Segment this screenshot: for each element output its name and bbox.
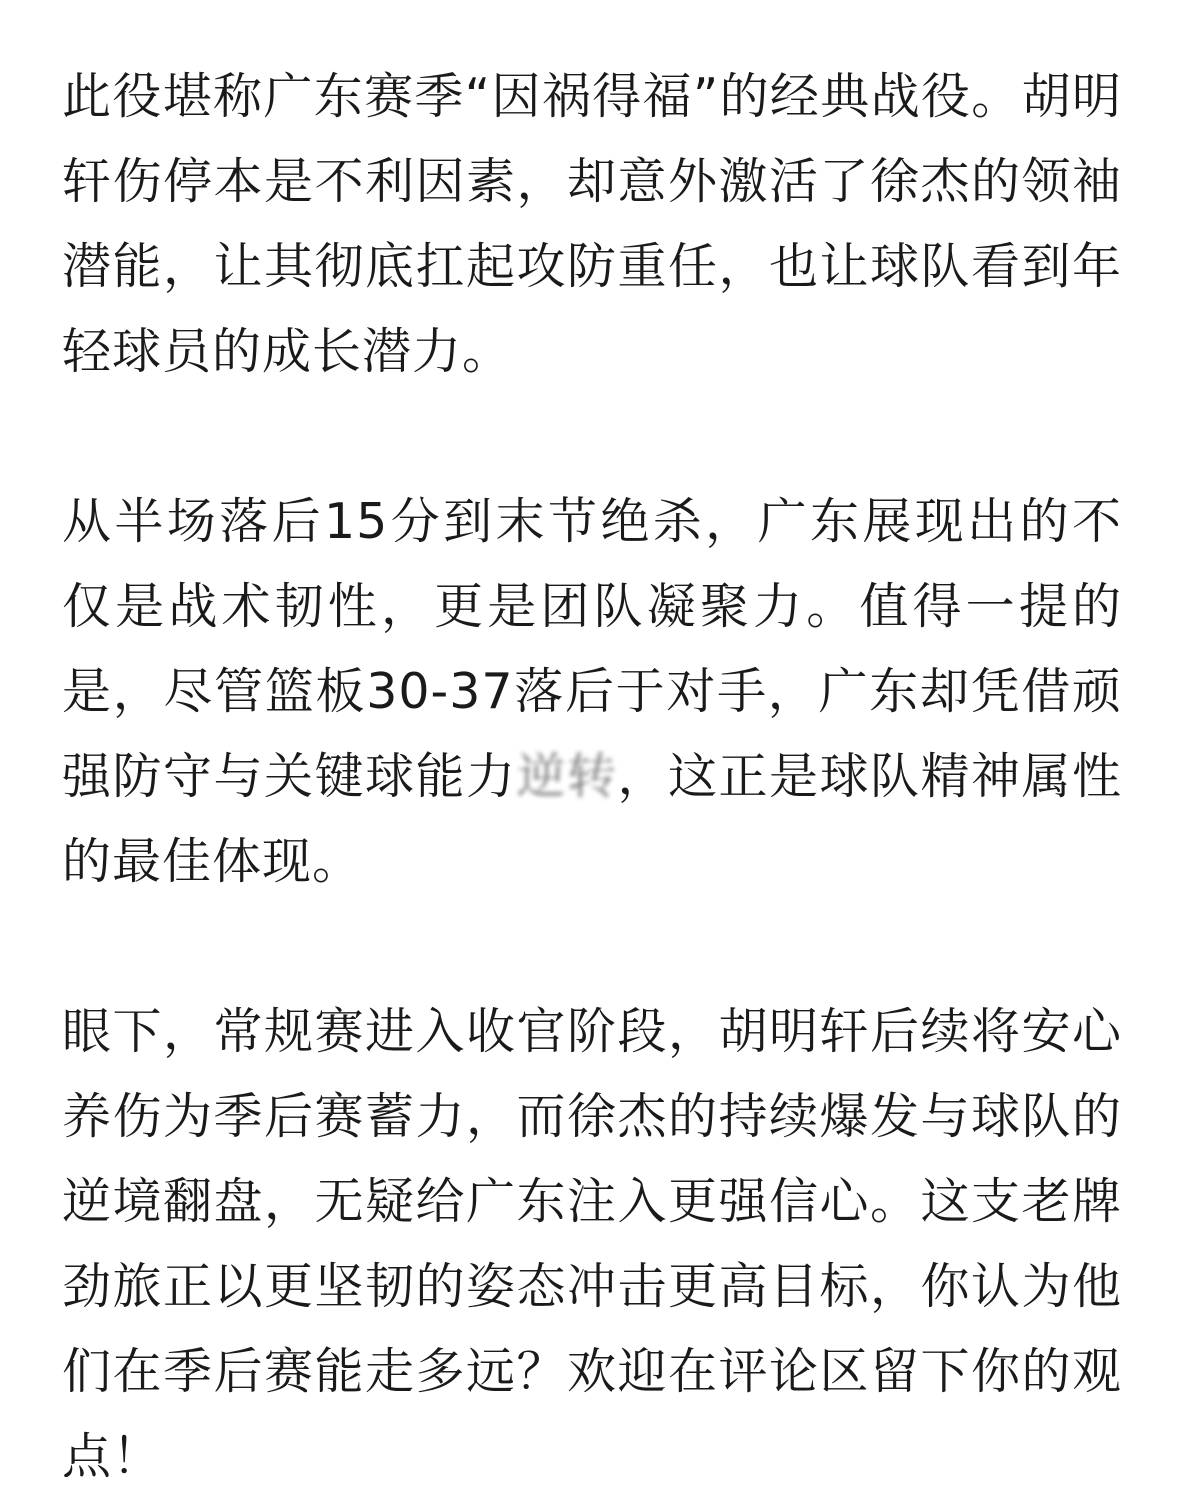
paragraph-2 bbox=[62, 479, 1122, 904]
paragraph-3: 眼下，常规赛进入收官阶段，胡明轩后续将安心养伤为季后赛蓄力，而徐杰的持续爆发与球队的逆境翻盘，无疑给广东注入更强信心。这支老牌劲旅正以更坚韧的姿态冲击更高目标，你认为他们在季后赛能走多远？欢迎在评论区留下你的观点！ bbox=[62, 1003, 1122, 1485]
article-body bbox=[62, 54, 1122, 1499]
paragraph-1: 此役堪称广东赛季“因祸得福”的经典战役。胡明轩伤停本是不利因素，却意外激活了徐杰的领袖潜能，让其彻底扛起攻防重任，也让球队看到年轻球员的成长潜力。 bbox=[62, 68, 1122, 380]
blurred-text: 逆转 bbox=[516, 748, 618, 805]
paragraph-2-text-before: 从半场落后15分到末节绝杀，广东展现出的不仅是战术韧性，更是团队凝聚力。值得一提的是，尽管篮板30-37落后于对手，广东却凭借顽强防守与关键球能力 bbox=[62, 493, 1122, 805]
paragraph-2-text-after: ，这正是球队精神属性的最佳体现。 bbox=[62, 748, 1122, 890]
